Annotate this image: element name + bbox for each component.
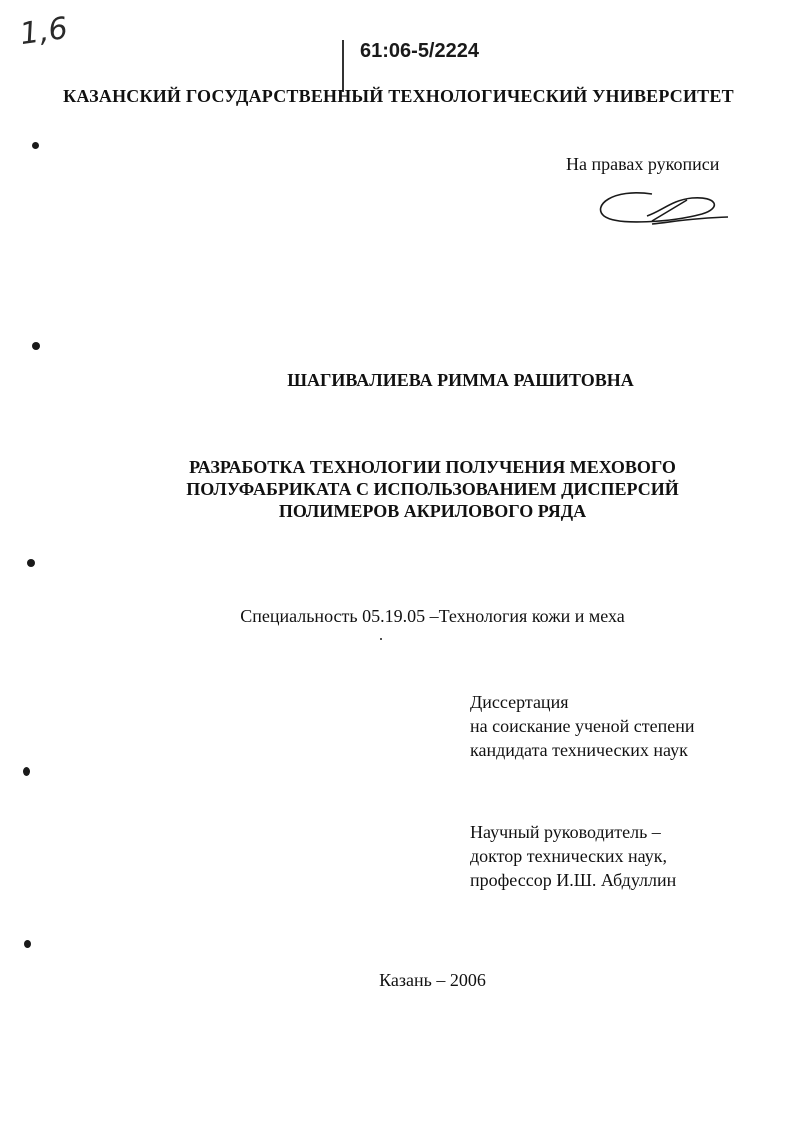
scan-mark-icon [23,767,30,776]
scan-mark-icon [27,559,35,567]
stamp-divider [342,40,344,92]
title-line: РАЗРАБОТКА ТЕХНОЛОГИИ ПОЛУЧЕНИЯ МЕХОВОГО [189,457,676,477]
city-year: Казань – 2006 [379,970,486,990]
dissertation-line: на соискание ученой степени [470,716,695,736]
dissertation-title [150,456,715,522]
handwritten-note: 1,6 [17,10,70,53]
advisor-info [470,820,676,892]
dissertation-line: Диссертация [470,692,569,712]
advisor-line: доктор технических наук, [470,846,667,866]
handwritten-signature-icon [592,186,732,236]
scan-mark-icon [32,342,40,350]
author-name: ШАГИВАЛИЕВА РИММА РАШИТОВНА [287,370,634,390]
dissertation-info [470,690,695,762]
library-stamp-code: 61:06-5/2224 [360,40,479,62]
title-line: ПОЛИМЕРОВ АКРИЛОВОГО РЯДА [278,501,587,521]
scan-mark-icon [24,940,31,948]
scan-mark-icon [380,638,382,640]
advisor-line: профессор И.Ш. Абдуллин [470,870,677,890]
scan-mark-icon [32,142,39,149]
dissertation-line: кандидата технических наук [470,740,688,760]
manuscript-rights-label: На правах рукописи [566,154,720,174]
advisor-line: Научный руководитель – [470,822,661,842]
title-line: ПОЛУФАБРИКАТА С ИСПОЛЬЗОВАНИЕМ ДИСПЕРСИЙ [186,479,679,499]
specialty-line: Специальность 05.19.05 –Технология кожи и меха [240,606,625,626]
university-name: КАЗАНСКИЙ ГОСУДАРСТВЕННЫЙ ТЕХНОЛОГИЧЕСКИЙ УНИВЕРСИТЕТ [63,86,734,106]
